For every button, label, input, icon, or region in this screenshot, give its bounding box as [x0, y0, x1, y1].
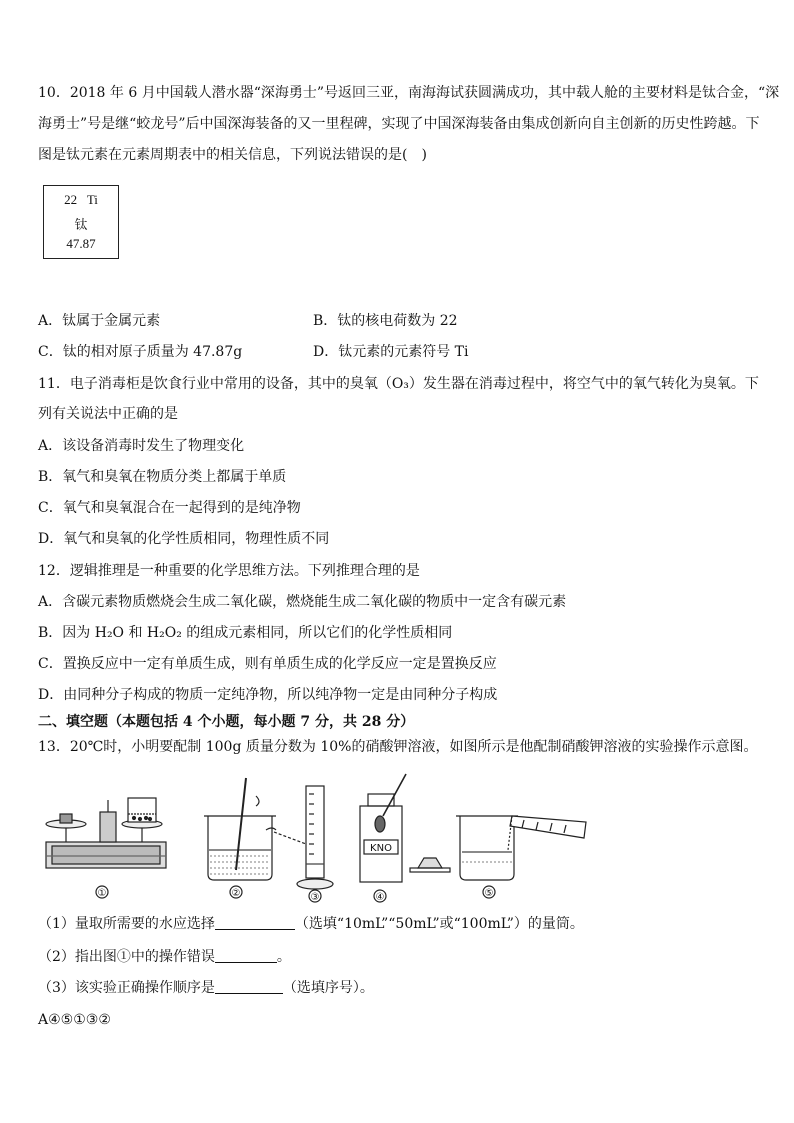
section-heading: 二、填空题（本题包括 4 个小题，每小题 7 分，共 28 分）	[38, 714, 415, 730]
q11-option-b: B．氧气和臭氧在物质分类上都属于单质	[38, 469, 287, 485]
q13-sub1-prefix: （1）量取所需要的水应选择	[38, 916, 215, 932]
q13-sub1-suffix: （选填“10mL”“50mL”或“100mL”）的量筒。	[294, 916, 584, 932]
pouring-diagram	[456, 816, 586, 880]
beaker-stirring-diagram	[204, 778, 306, 880]
q12-option-b: B．因为 H₂O 和 H₂O₂ 的组成元素相同，所以它们的化学性质相同	[38, 625, 453, 641]
q10-option-c: C．钛的相对原子质量为 47.87g	[38, 344, 243, 360]
q13-stem: 13．20℃时，小明要配制 100g 质量分数为 10%的硝酸钾溶液，如图所示是他配制硝酸钾溶液的实验操作示意图。	[38, 739, 758, 755]
q12-stem: 12．逻辑推理是一种重要的化学思维方法。下列推理合理的是	[38, 563, 420, 579]
q10-option-a: A．钛属于金属元素	[38, 313, 161, 329]
figure-label-3: ③	[310, 892, 320, 903]
q13-sub2	[38, 948, 291, 966]
q11-stem-line1: 11．电子消毒柜是饮食行业中常用的设备，其中的臭氧（O₃）发生器在消毒过程中，将空气中的氧气转化为臭氧。下	[38, 376, 759, 392]
q11-option-c: C．氧气和臭氧混合在一起得到的是纯净物	[38, 500, 301, 516]
q10-stem-line2: 海勇士”号是继“蛟龙号”后中国深海装备的又一里程碑，实现了中国深海装备由集成创新向自主创新的历史性跨越。下	[38, 116, 760, 132]
q11-option-d: D．氧气和臭氧的化学性质相同，物理性质不同	[38, 531, 330, 547]
q12-option-d: D．由同种分子构成的物质一定纯净物，所以纯净物一定是由同种分子构成	[38, 687, 498, 703]
element-mass: 47.87	[66, 236, 96, 251]
figure-label-1: ①	[97, 888, 107, 899]
bottle-label: KNO	[370, 843, 392, 854]
q12-option-a: A．含碳元素物质燃烧会生成二氧化碳，燃烧能生成二氧化碳的物质中一定含有碳元素	[38, 594, 567, 610]
q13-sub2-suffix: 。	[276, 949, 291, 965]
q13-sub3-suffix: （选填序号）。	[282, 980, 374, 996]
q10-option-d: D．钛元素的元素符号 Ti	[313, 344, 469, 360]
q10-stem-line3: 图是钛元素在元素周期表中的相关信息，下列说法错误的是( )	[38, 147, 427, 163]
balance-scale-diagram	[46, 798, 166, 868]
figure-label-4: ④	[375, 892, 385, 903]
figure-label-2: ②	[231, 888, 241, 899]
graduated-cylinder-diagram	[297, 786, 333, 889]
periodic-element-card	[43, 185, 119, 259]
element-symbol: Ti	[86, 192, 98, 207]
element-name: 钛	[74, 218, 88, 233]
q10-option-b: B．钛的核电荷数为 22	[313, 313, 458, 329]
q12-option-c: C．置换反应中一定有单质生成，则有单质生成的化学反应一定是置换反应	[38, 656, 497, 672]
q13-sub3	[38, 979, 374, 997]
q13-sub1	[38, 915, 584, 933]
q13-answer: A④⑤①③②	[38, 1012, 111, 1028]
element-number: 22	[64, 192, 78, 207]
q11-stem-line2: 列有关说法中正确的是	[38, 406, 178, 422]
element-number-symbol	[44, 192, 118, 208]
reagent-bottle-diagram	[360, 774, 450, 882]
q13-sub2-blank[interactable]	[215, 948, 277, 963]
q13-sub3-blank[interactable]	[215, 979, 283, 994]
q11-option-a: A．该设备消毒时发生了物理变化	[38, 438, 245, 454]
q13-sub1-blank[interactable]	[215, 915, 295, 930]
q13-sub2-prefix: （2）指出图①中的操作错误	[38, 949, 215, 965]
q10-stem-line1: 10．2018 年 6 月中国载人潜水器“深海勇士”号返回三亚，南海海试获圆满成功，其中载人舱的主要材料是钛合金，“深	[38, 85, 780, 101]
experiment-figure	[38, 772, 598, 906]
figure-label-5: ⑤	[484, 888, 494, 899]
q13-sub3-prefix: （3）该实验正确操作顺序是	[38, 980, 215, 996]
